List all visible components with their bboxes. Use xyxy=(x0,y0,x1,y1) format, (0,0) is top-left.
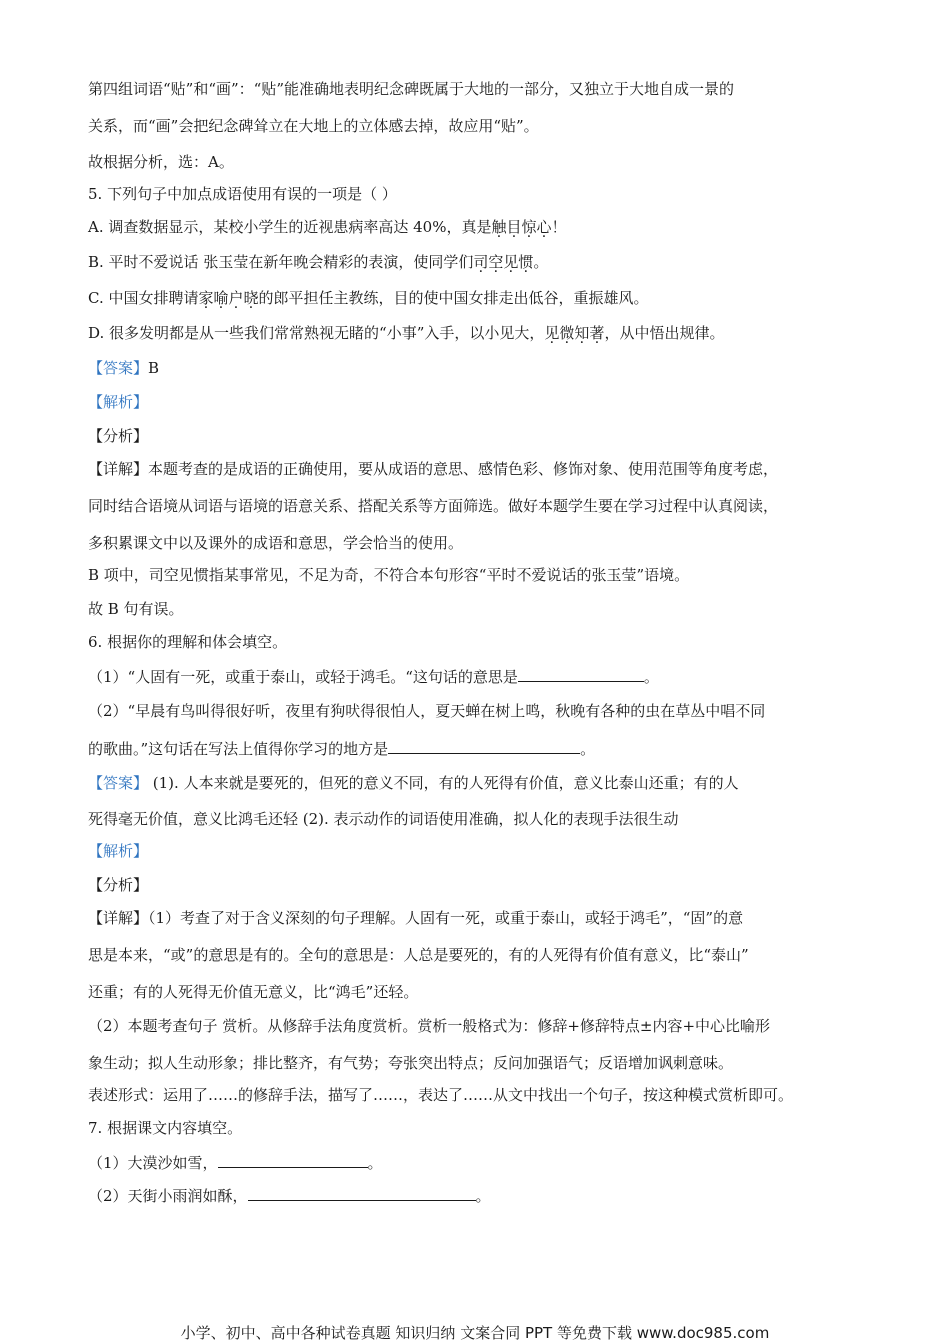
question-7-1 xyxy=(88,1152,383,1173)
question-6-stem: 6. 根据你的理解和体会填空。 xyxy=(88,633,288,651)
option-b-text: B. 平时不爱说话 张玉莹在新年晚会精彩的表演，使同学们 xyxy=(88,253,474,271)
dotted-char: 微 xyxy=(559,324,575,342)
question-end: 。 xyxy=(475,1187,491,1205)
option-b xyxy=(88,252,548,272)
option-b-end: 。 xyxy=(533,253,549,271)
paragraph-line: 故 B 句有误。 xyxy=(88,600,184,618)
dotted-char: 司 xyxy=(473,253,489,271)
answer-text: (1). 人本来就是要死的，但死的意义不同，有的人死得有价值，意义比泰山还重；有的人 xyxy=(148,774,739,792)
paragraph-line: 故根据分析，选：A。 xyxy=(88,153,234,171)
dotted-char: 家 xyxy=(198,289,214,307)
dotted-char: 惊 xyxy=(521,218,537,236)
answer-blank[interactable] xyxy=(518,666,644,682)
dotted-char: 心 xyxy=(536,218,552,236)
xiangjie-text: 本题考查的是成语的正确使用，要从成语的意思、感情色彩、修饰对象、使用范围等角度考虑， xyxy=(148,460,779,478)
xiangjie-tag: 【详解】 xyxy=(88,909,149,927)
dotted-char: 见 xyxy=(544,324,560,342)
option-d xyxy=(88,323,724,343)
answer-blank[interactable] xyxy=(388,738,580,754)
paragraph-line: 表述形式：运用了……的修辞手法，描写了……，表达了……从文中找出一个句子，按这种模式赏析即可。 xyxy=(88,1086,794,1104)
fenxi-tag: 【分析】 xyxy=(88,876,149,894)
option-c-end: 的郎平担任主教练，目的使中国女排走出低谷，重振雄风。 xyxy=(258,289,649,307)
answer-blank[interactable] xyxy=(248,1185,476,1201)
question-6-1 xyxy=(88,666,659,687)
paragraph-line: 同时结合语境从词语与语境的语意关系、搭配关系等方面筛选。做好本题学生要在学习过程中认真阅读， xyxy=(88,497,779,515)
option-c xyxy=(88,288,649,308)
paragraph-line: 死得毫无价值，意义比鸿毛还轻 (2). 表示动作的词语使用准确，拟人化的表现手法很生动 xyxy=(88,810,679,828)
question-5-stem: 5. 下列句子中加点成语使用有误的一项是（ ） xyxy=(88,185,397,203)
option-a-end: ！ xyxy=(551,218,567,236)
jiexi-tag: 【解析】 xyxy=(88,842,149,860)
xiangjie-line xyxy=(88,908,743,928)
paragraph-line: （2）“早晨有鸟叫得很好听，夜里有狗吠得很怕人，夏天蝉在树上鸣，秋晚有各种的虫在草丛中唱不同 xyxy=(88,702,766,720)
xiangjie-text: （1）考查了对于含义深刻的句子理解。人固有一死，或重于泰山，或轻于鸿毛”，“固”的意 xyxy=(148,909,744,927)
jiexi-tag: 【解析】 xyxy=(88,393,149,411)
question-7-2 xyxy=(88,1185,491,1206)
option-c-text: C. 中国女排聘请 xyxy=(88,289,199,307)
question-text: 的歌曲。”这句话在写法上值得你学习的地方是 xyxy=(88,740,389,758)
answer-tag: 【答案】 xyxy=(88,774,149,792)
dotted-char: 著 xyxy=(589,324,605,342)
paragraph-line: 象生动；拟人生动形象；排比整齐，有气势；夸张突出特点；反问加强语气；反语增加讽刺意味。 xyxy=(88,1054,734,1072)
fenxi-tag: 【分析】 xyxy=(88,427,149,445)
xiangjie-line xyxy=(88,459,778,479)
dotted-char: 目 xyxy=(506,218,522,236)
paragraph-line: 第四组词语“贴”和“画”：“贴”能准确地表明纪念碑既属于大地的一部分，又独立于大地自成一景的 xyxy=(88,80,735,98)
question-end: 。 xyxy=(367,1154,383,1172)
dotted-char: 空 xyxy=(488,253,504,271)
question-text: （2）天街小雨润如酥， xyxy=(88,1187,248,1205)
question-7-stem: 7. 根据课文内容填空。 xyxy=(88,1119,243,1137)
paragraph-line: 还重；有的人死得无价值无意义，比“鸿毛”还轻。 xyxy=(88,983,419,1001)
question-text: （1）“人固有一死，或重于泰山，或轻于鸿毛。“这句话的意思是 xyxy=(88,668,518,686)
paragraph-line: 多积累课文中以及课外的成语和意思，学会恰当的使用。 xyxy=(88,534,464,552)
question-end: 。 xyxy=(580,740,596,758)
paragraph-line: B 项中，司空见惯指某事常见，不足为奇，不符合本句形容“平时不爱说话的张玉莹”语境。 xyxy=(88,566,690,584)
option-d-end: ，从中悟出规律。 xyxy=(604,324,725,342)
answer-line xyxy=(88,773,739,793)
question-text: （1）大漠沙如雪， xyxy=(88,1154,218,1172)
option-d-text: D. 很多发明都是从一些我们常常熟视无睹的“小事”入手，以小见大， xyxy=(88,324,545,342)
question-end: 。 xyxy=(643,668,659,686)
dotted-char: 惯 xyxy=(518,253,534,271)
dotted-char: 触 xyxy=(491,218,507,236)
xiangjie-tag: 【详解】 xyxy=(88,460,149,478)
dotted-char: 晓 xyxy=(243,289,259,307)
dotted-char: 见 xyxy=(503,253,519,271)
paragraph-line: 思是本来，“或”的意思是有的。全句的意思是：人总是要死的，有的人死得有价值有意义，比“泰山” xyxy=(88,946,749,964)
option-a xyxy=(88,217,567,237)
option-a-text: A. 调查数据显示，某校小学生的近视患病率高达 40%，真是 xyxy=(88,218,492,236)
footer-banner: 小学、初中、高中各种试卷真题 知识归纳 文案合同 PPT 等免费下载 www.doc985.com xyxy=(180,1324,770,1342)
paragraph-line: 关系，而“画”会把纪念碑耸立在大地上的立体感去掉，故应用“贴”。 xyxy=(88,117,539,135)
question-6-2 xyxy=(88,738,595,759)
paragraph-line: （2）本题考查句子 赏析。从修辞手法角度赏析。赏析一般格式为：修辞+修辞特点±内容+中心比喻形 xyxy=(88,1017,771,1035)
answer-blank[interactable] xyxy=(218,1152,368,1168)
dotted-char: 喻 xyxy=(213,289,229,307)
answer-tag: 【答案】 xyxy=(88,359,149,377)
dotted-char: 知 xyxy=(574,324,590,342)
answer-line xyxy=(88,358,159,378)
dotted-char: 户 xyxy=(228,289,244,307)
answer-value: B xyxy=(148,359,160,377)
